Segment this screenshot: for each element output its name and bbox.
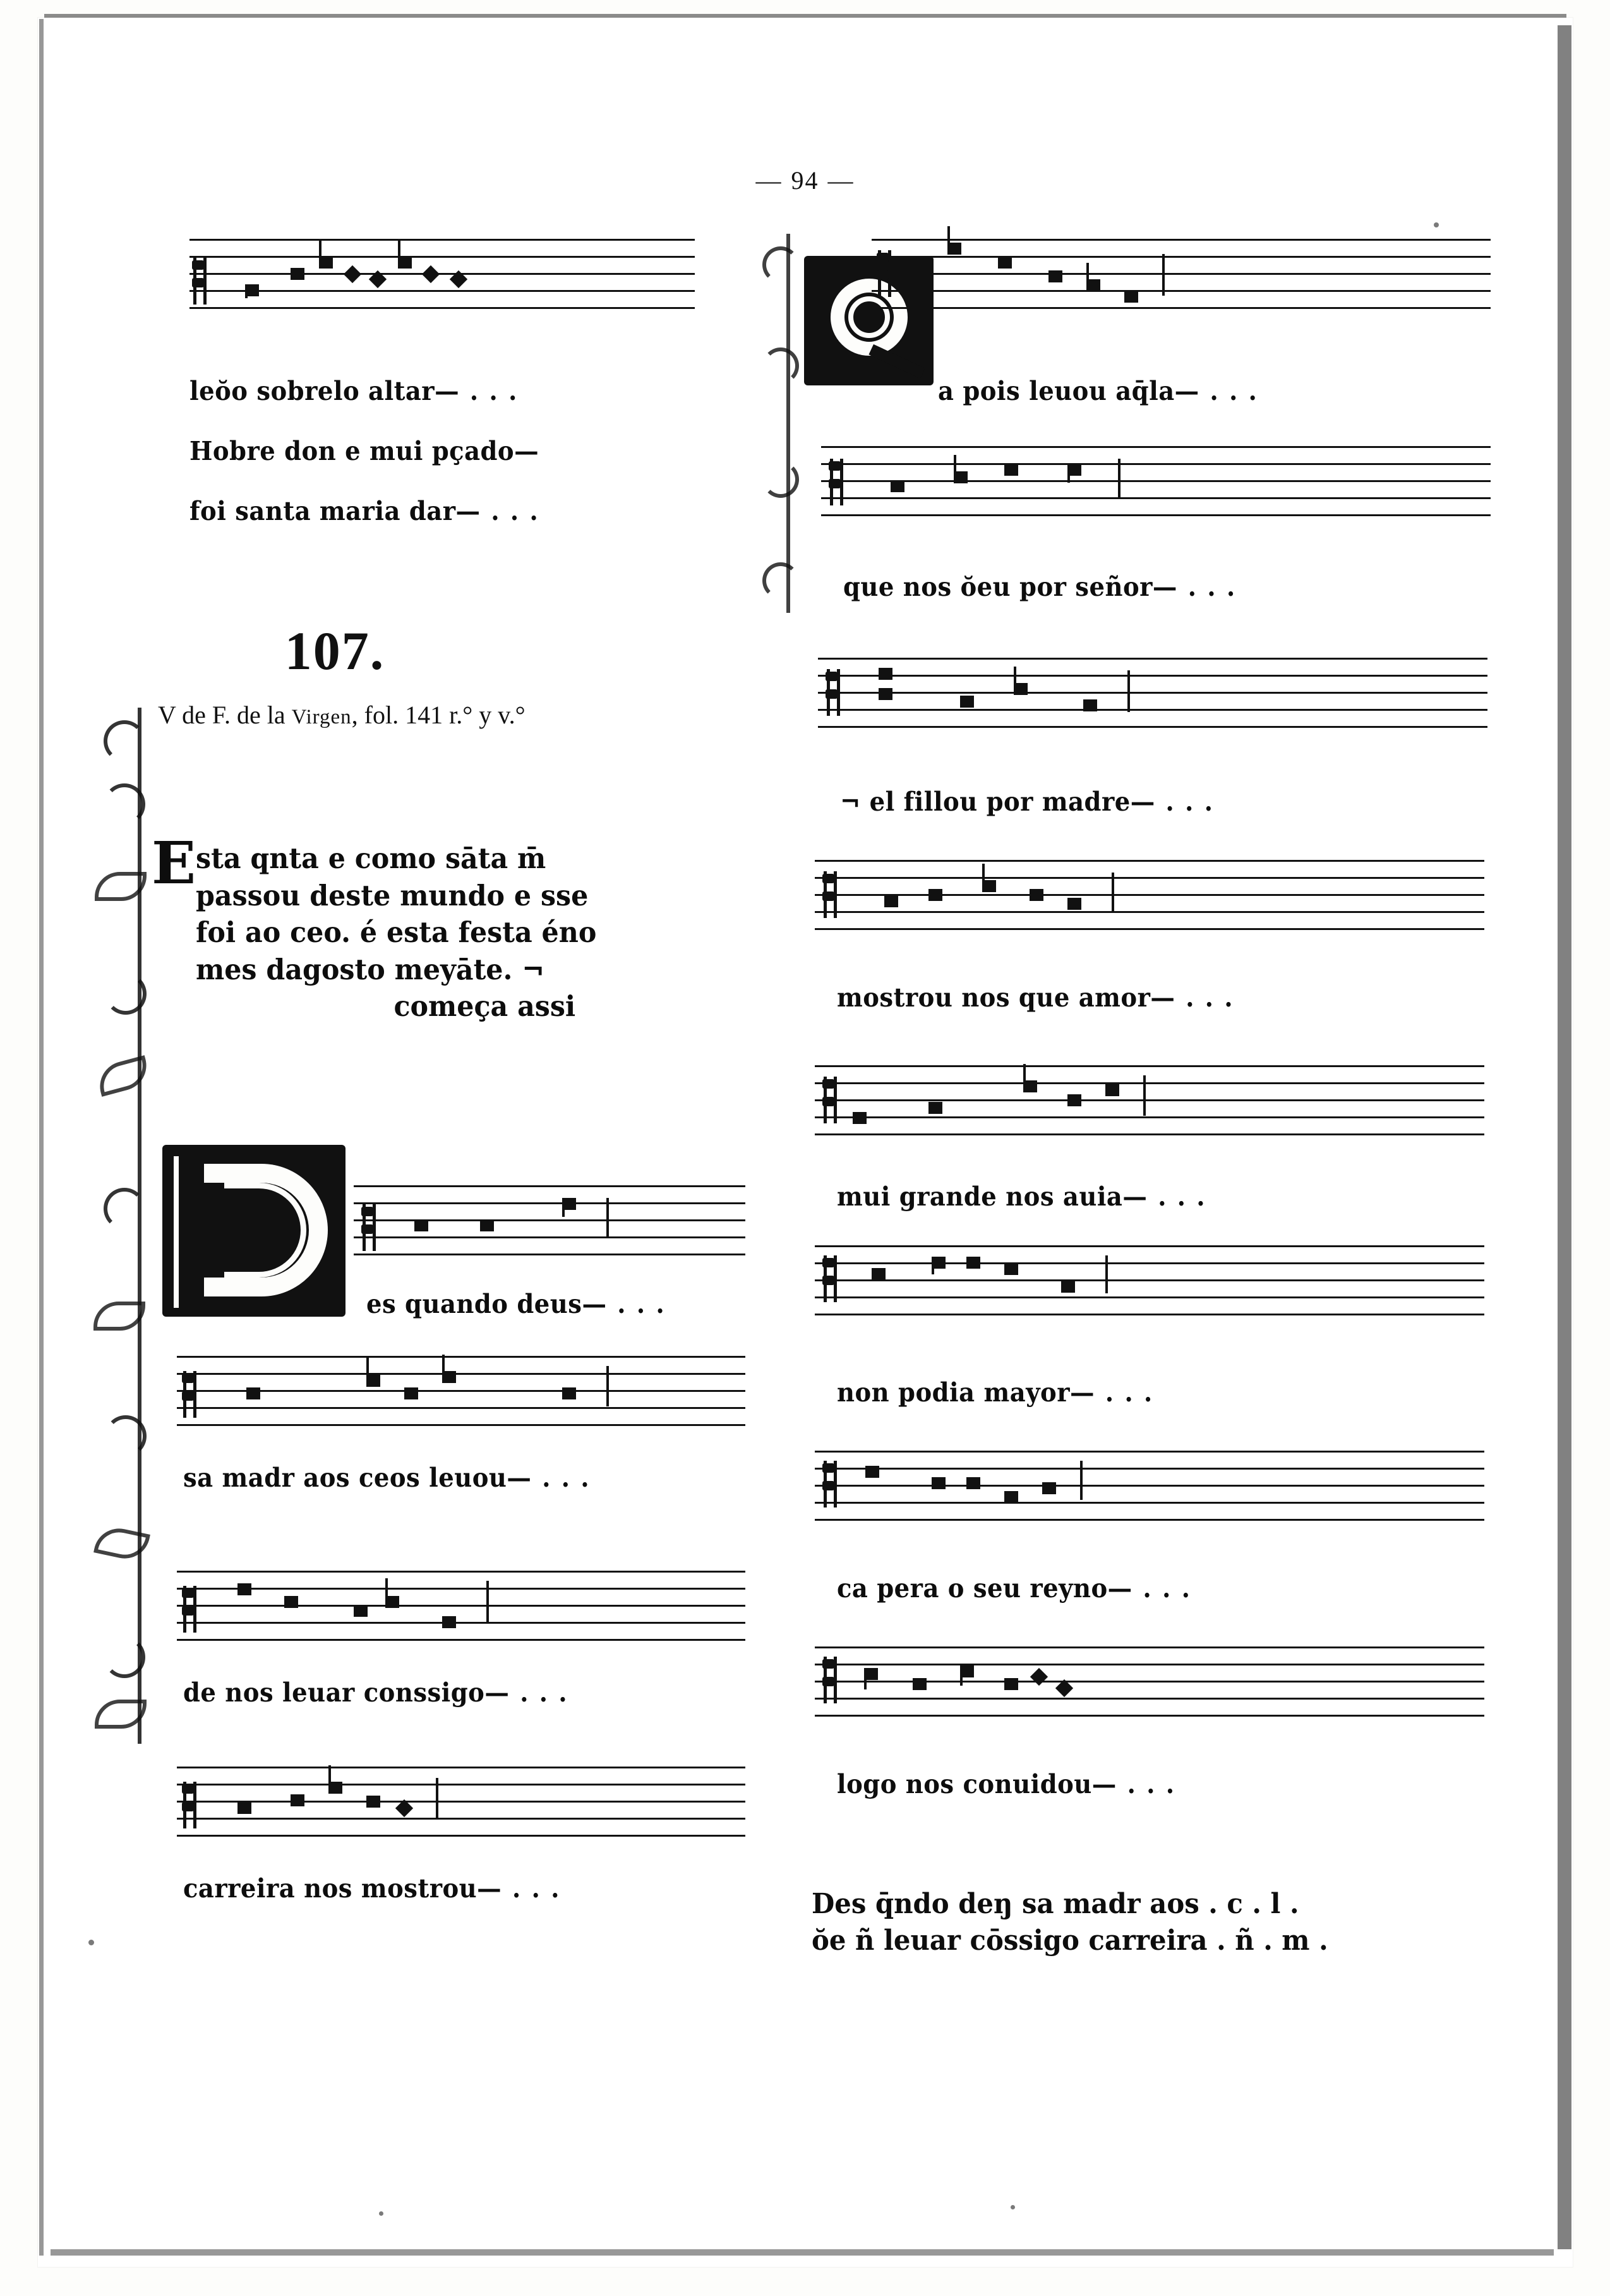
note xyxy=(237,1583,251,1595)
note xyxy=(1004,1678,1018,1690)
lyric-text: mui grande nos auia xyxy=(837,1181,1123,1212)
staff-line xyxy=(815,1099,1484,1101)
note xyxy=(1124,291,1138,303)
note-stem xyxy=(1086,263,1089,282)
staff-line xyxy=(815,1715,1484,1717)
lyric-line xyxy=(183,1873,560,1904)
lyric-text: que nos ŏeu por señor xyxy=(843,572,1153,602)
note-stem xyxy=(954,455,956,474)
staff-line xyxy=(177,1373,745,1375)
staff-system xyxy=(177,1567,745,1641)
staff-line xyxy=(354,1236,745,1238)
lyric-line xyxy=(189,436,540,466)
lyric-text: ¬ el fillou por madre xyxy=(840,787,1131,817)
staff-system xyxy=(815,856,1484,931)
source-reference xyxy=(158,700,726,730)
staff-line xyxy=(815,1519,1484,1521)
lyric-line xyxy=(837,1573,1191,1604)
note xyxy=(354,1605,368,1617)
staff-line xyxy=(815,1133,1484,1135)
staff-line xyxy=(815,1262,1484,1264)
lyric-text: Hobre don e mui pçado xyxy=(189,436,515,466)
note xyxy=(1004,464,1018,476)
staff-line xyxy=(815,1065,1484,1067)
note-stem xyxy=(398,239,400,258)
staff-line xyxy=(354,1219,745,1221)
source-suffix: , fol. 141 r.° y v.° xyxy=(351,701,526,729)
staff-line xyxy=(354,1185,745,1187)
staff-line xyxy=(177,1605,745,1607)
staff-line xyxy=(815,1245,1484,1247)
staff-line xyxy=(354,1254,745,1255)
lyric-line xyxy=(189,496,539,526)
note xyxy=(913,1678,927,1690)
staff-system xyxy=(177,1763,745,1837)
staff-line xyxy=(177,1571,745,1573)
staff-line xyxy=(815,1451,1484,1453)
note xyxy=(414,1219,428,1231)
staff-line xyxy=(821,514,1491,516)
note xyxy=(366,1796,380,1808)
note-stem xyxy=(947,226,950,245)
note xyxy=(872,1268,886,1280)
note-stem xyxy=(1014,667,1016,686)
rubric-closing: começa assi xyxy=(393,989,576,1023)
lyric-extender: — . . . xyxy=(1130,787,1214,817)
source-prefix: V de F. de la xyxy=(158,701,292,729)
lyric-line xyxy=(366,1289,666,1319)
staff-system xyxy=(189,235,695,310)
folio-number xyxy=(0,166,1610,195)
barline xyxy=(606,1366,609,1406)
staff-line xyxy=(872,239,1491,241)
staff-line xyxy=(177,1407,745,1409)
staff-system xyxy=(821,442,1491,517)
note xyxy=(562,1387,576,1399)
lyric-extender: — . . . xyxy=(477,1873,561,1904)
rubric-line: mes dagosto meyāte. ¬ xyxy=(196,952,545,986)
lyric-line xyxy=(189,376,518,406)
note-stem xyxy=(864,1668,867,1689)
barline xyxy=(1162,254,1165,296)
lyric-text: es quando deus xyxy=(366,1289,582,1319)
rubric-line: passou deste mundo e sse xyxy=(196,878,589,912)
staff-line xyxy=(189,290,695,292)
note xyxy=(237,1802,251,1814)
lyric-extender: — . . . xyxy=(1122,1181,1206,1212)
staff-line xyxy=(821,446,1491,448)
lyric-extender: — . . . xyxy=(484,1677,568,1708)
folio-dash-right: — xyxy=(827,166,855,195)
staff-line xyxy=(815,1664,1484,1665)
note xyxy=(366,1375,380,1387)
staff-line xyxy=(815,1502,1484,1504)
folio-number-value: 94 xyxy=(791,166,819,195)
note-stem xyxy=(442,1355,445,1374)
staff-line xyxy=(872,290,1491,292)
staff-line xyxy=(177,1639,745,1641)
lyric-extender: — . . . xyxy=(1152,572,1237,602)
barline xyxy=(486,1581,489,1622)
staff-line xyxy=(818,675,1487,677)
lyric-line xyxy=(183,1463,591,1493)
note xyxy=(928,1102,942,1114)
staff-line xyxy=(177,1818,745,1820)
note xyxy=(865,1466,879,1478)
staff-line xyxy=(177,1588,745,1590)
note xyxy=(998,257,1012,269)
note xyxy=(1067,1094,1081,1106)
note xyxy=(1083,699,1097,711)
staff-line xyxy=(177,1424,745,1426)
note xyxy=(1048,270,1062,282)
staff-system xyxy=(872,235,1491,310)
note xyxy=(1067,898,1081,910)
staff-system xyxy=(815,1061,1484,1136)
staff-line xyxy=(815,1279,1484,1281)
staff-line xyxy=(872,273,1491,275)
staff-system xyxy=(815,1242,1484,1316)
barline xyxy=(1127,670,1130,712)
rubric-initial-letter: E xyxy=(152,829,196,897)
note xyxy=(344,265,361,283)
note-stem xyxy=(366,1357,369,1376)
note-stem xyxy=(1023,1064,1026,1083)
lyric-line xyxy=(837,1181,1206,1212)
note-stem xyxy=(1067,464,1070,483)
note xyxy=(884,895,898,907)
lyric-text: a pois leuou aq̄la xyxy=(938,376,1175,406)
staff-line xyxy=(177,1622,745,1624)
staff-line xyxy=(815,877,1484,879)
note xyxy=(879,668,892,680)
note xyxy=(1004,1263,1018,1275)
staff-line xyxy=(177,1801,745,1803)
lyric-text: non podia mayor xyxy=(837,1377,1071,1408)
staff-line xyxy=(815,1485,1484,1487)
note-stem xyxy=(982,864,985,883)
staff-line xyxy=(815,894,1484,896)
staff-line xyxy=(818,709,1487,711)
rubric-line: sta qnta e como sāta m̄ xyxy=(196,842,546,875)
note xyxy=(291,268,304,280)
staff-line xyxy=(815,928,1484,930)
lyric-line xyxy=(183,1677,568,1708)
note xyxy=(319,257,333,269)
staff-line xyxy=(821,497,1491,499)
barline xyxy=(1143,1075,1146,1116)
lyric-extender: — . . . xyxy=(1091,1769,1176,1799)
lyric-extender: — . . . xyxy=(435,376,519,406)
note xyxy=(966,1477,980,1489)
barline xyxy=(1112,873,1114,913)
note xyxy=(442,1616,456,1628)
source-smallcaps: Virgen xyxy=(291,706,352,728)
note xyxy=(1105,1084,1119,1096)
folio-dash-left: — xyxy=(755,166,783,195)
staff-system xyxy=(815,1447,1484,1521)
note-stem xyxy=(328,1765,331,1784)
staff-system xyxy=(815,1643,1484,1717)
illuminated-initial-d xyxy=(148,1137,357,1327)
note xyxy=(1030,1668,1048,1686)
rubric-line: foi ao ceo. é esta festa éno xyxy=(196,915,597,949)
note-stem xyxy=(319,239,321,258)
lyric-text: ca pera o seu reyno xyxy=(837,1573,1108,1604)
note xyxy=(960,696,974,708)
staff-system xyxy=(818,654,1487,728)
staff-line xyxy=(177,1767,745,1768)
staff-line xyxy=(354,1202,745,1204)
refrain-cue-lines xyxy=(812,1886,1484,1959)
lyric-extender: — . . . xyxy=(455,496,539,526)
note xyxy=(291,1794,304,1806)
lyric-text: de nos leuar conssigo xyxy=(183,1677,485,1708)
lyric-line xyxy=(840,787,1214,817)
refrain-cue-line: ŏe ñ leuar cōssigo carreira . ñ . m . xyxy=(812,1924,1328,1957)
staff-system xyxy=(177,1352,745,1427)
note-stem xyxy=(245,284,248,298)
note xyxy=(422,265,440,283)
note-stem xyxy=(932,1257,934,1274)
staff-line xyxy=(818,726,1487,728)
staff-line xyxy=(177,1356,745,1358)
note xyxy=(385,1596,399,1608)
lyric-extender: — . . . xyxy=(1070,1377,1154,1408)
note xyxy=(398,257,412,269)
staff-line xyxy=(177,1390,745,1392)
staff-line xyxy=(177,1835,745,1837)
lyric-line xyxy=(837,982,1234,1013)
note xyxy=(932,1477,946,1489)
note xyxy=(891,480,904,492)
staff-line xyxy=(815,1698,1484,1700)
note-stem xyxy=(960,1665,963,1686)
note xyxy=(928,889,942,901)
note xyxy=(879,688,892,700)
note-stem xyxy=(562,1198,565,1217)
staff-line xyxy=(815,1296,1484,1298)
staff-line xyxy=(818,692,1487,694)
lyric-extender: — . . . xyxy=(507,1463,591,1493)
lyric-line xyxy=(938,376,1258,406)
lyric-extender: — . . . xyxy=(1174,376,1258,406)
staff-line xyxy=(815,1646,1484,1648)
rubric-text xyxy=(196,840,724,1025)
note xyxy=(284,1596,298,1608)
cantiga-number: 107. xyxy=(284,620,385,681)
staff-line xyxy=(815,1314,1484,1315)
lyric-line xyxy=(837,1769,1175,1799)
note xyxy=(480,1219,494,1231)
barline xyxy=(1080,1461,1083,1500)
staff-system xyxy=(354,1181,745,1256)
staff-line xyxy=(872,307,1491,309)
note-stem xyxy=(385,1578,388,1597)
barline xyxy=(436,1778,438,1818)
staff-line xyxy=(815,860,1484,862)
lyric-extender: — . . . xyxy=(582,1289,666,1319)
note xyxy=(1061,1281,1075,1293)
staff-line xyxy=(821,463,1491,465)
staff-line xyxy=(189,273,695,275)
barline xyxy=(606,1198,609,1237)
lyric-text: mostrou nos que amor xyxy=(837,982,1151,1013)
note xyxy=(1030,889,1043,901)
lyric-text: leŏo sobrelo altar xyxy=(189,376,435,406)
lyric-text: carreira nos mostrou xyxy=(183,1873,478,1904)
note xyxy=(1042,1482,1056,1494)
note xyxy=(966,1257,980,1269)
barline xyxy=(1105,1255,1108,1293)
lyric-text: logo nos conuidou xyxy=(837,1769,1092,1799)
rubric-initial-e xyxy=(152,829,196,897)
note xyxy=(1004,1491,1018,1503)
barline xyxy=(1118,459,1120,499)
staff-line xyxy=(189,239,695,241)
lyric-extender: — . . . xyxy=(1150,982,1234,1013)
lyric-line xyxy=(843,572,1236,602)
staff-line xyxy=(189,307,695,309)
staff-line xyxy=(815,1116,1484,1118)
note xyxy=(853,1112,867,1124)
staff-line xyxy=(177,1784,745,1785)
lyric-text: sa madr aos ceos leuou xyxy=(183,1463,507,1493)
lyric-text: foi santa maria dar xyxy=(189,496,456,526)
refrain-cue-line: Des q̄ndo deŋ sa madr aos . c . l . xyxy=(812,1888,1299,1920)
staff-line xyxy=(872,256,1491,258)
note xyxy=(246,1387,260,1399)
staff-line xyxy=(815,911,1484,913)
staff-line xyxy=(815,1468,1484,1470)
note xyxy=(404,1387,418,1399)
lyric-extender: — . . . xyxy=(1107,1573,1191,1604)
lyric-line xyxy=(837,1377,1153,1408)
staff-line xyxy=(815,1082,1484,1084)
staff-line xyxy=(189,256,695,258)
staff-line xyxy=(818,658,1487,660)
lyric-extender: — xyxy=(514,436,540,466)
staff-line xyxy=(821,480,1491,482)
